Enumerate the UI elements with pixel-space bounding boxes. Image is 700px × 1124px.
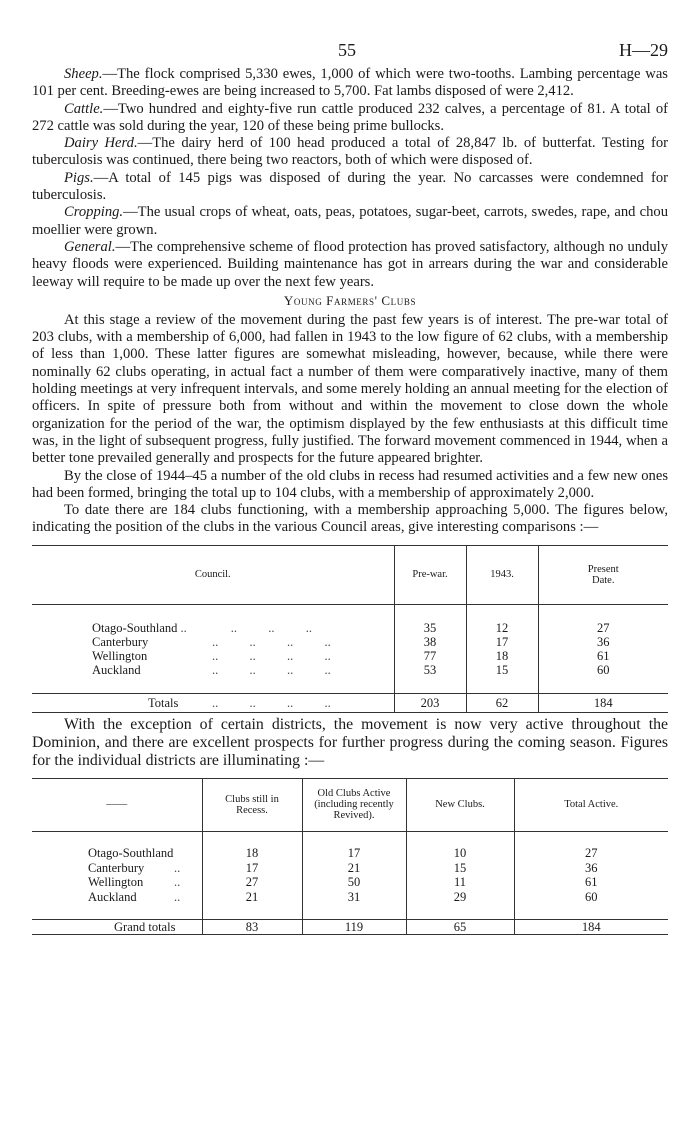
document-reference: H—29: [619, 40, 668, 60]
cell-new-clubs: 15: [406, 861, 514, 876]
column-header-new-clubs: New Clubs.: [406, 778, 514, 831]
paragraph-close-1944: By the close of 1944–45 a number of the old clubs in recess had resumed activities and a few new ones had been formed, bringing the total up to 104 clubs, with a membership of approximately 2,000.: [32, 467, 668, 501]
grand-totals-label: Grand totals: [32, 919, 202, 935]
total-old-clubs: 119: [302, 919, 406, 935]
leader-dots: .. .. .. ..: [212, 662, 331, 677]
cell-present: 60: [538, 663, 668, 677]
text-cattle: —Two hundred and eighty-five run cattle produced 232 calves, a percentage of 81. A total of 272 cattle was sold during the year, 120 of these being prime bullocks.: [32, 100, 668, 134]
leader-dots: .. .. .. ..: [212, 648, 331, 663]
row-name: Canterbury: [92, 634, 149, 649]
cell-total-active: 36: [514, 861, 668, 876]
total-present: 184: [538, 693, 668, 712]
leader-dots: .. .. ..: [230, 620, 313, 635]
cell-old-clubs: 17: [302, 846, 406, 861]
row-name: Totals: [148, 695, 179, 710]
text-sheep: —The flock comprised 5,330 ewes, 1,000 of which were two-tooths. Lambing percentage was 101 per cent. Breeding-ewes are being increased to 5,700. Fat lambs disposed of were 2,412.: [32, 66, 668, 100]
total-new-clubs: 65: [406, 919, 514, 935]
row-label: [32, 846, 202, 861]
table-row: [32, 663, 668, 677]
cell-new-clubs: 10: [406, 846, 514, 861]
totals-label: [32, 693, 394, 712]
text-dairy: —The dairy herd of 100 head produced a total of 28,847 lb. of butterfat. Testing for tuberculosis was continued, there being two reactors, both of which were disposed of.: [32, 135, 668, 169]
column-header-prewar: Pre-war.: [394, 545, 466, 604]
row-name: Otago-Southland: [88, 846, 174, 861]
totals-row: [32, 693, 668, 712]
district-figures-table: [32, 778, 668, 936]
row-label: [32, 621, 394, 635]
table-header-row: [32, 778, 668, 831]
cell-new-clubs: 11: [406, 875, 514, 890]
lead-cattle: Cattle.: [64, 100, 104, 117]
paragraph-to-date: To date there are 184 clubs functioning, with a membership approaching 5,000. The figures below, indicating the position of the clubs in the various Council areas, give interesting comparisons :—: [32, 502, 668, 536]
total-prewar: 203: [394, 693, 466, 712]
table-row: [32, 861, 668, 876]
row-label: [32, 663, 394, 677]
paragraph-pigs: [32, 170, 668, 205]
cell-recess: 17: [202, 861, 302, 876]
paragraph-dairy: [32, 135, 668, 170]
table-row: [32, 649, 668, 663]
total-1943: 62: [466, 693, 538, 712]
column-header-total-active: Total Active.: [514, 778, 668, 831]
text-cropping: —The usual crops of wheat, oats, peas, potatoes, sugar-beet, carrots, swedes, rape, and chou moellier were grown.: [32, 204, 668, 238]
leader-dots: ..: [174, 889, 181, 904]
row-name: Auckland: [92, 662, 141, 677]
lead-general: General.: [64, 238, 116, 255]
text-pigs: —A total of 145 pigs was disposed of during the year. No carcasses were condemned for tuberculosis.: [32, 169, 668, 204]
column-header-1943: 1943.: [466, 545, 538, 604]
table-row: [32, 635, 668, 649]
cell-total-active: 60: [514, 890, 668, 905]
cell-prewar: 38: [394, 635, 466, 649]
cell-present: 61: [538, 649, 668, 663]
row-label: [32, 635, 394, 649]
cell-old-clubs: 21: [302, 861, 406, 876]
row-label: [32, 861, 202, 876]
paragraph-cropping: [32, 204, 668, 239]
cell-recess: 18: [202, 846, 302, 861]
row-label: [32, 875, 202, 890]
cell-present: 27: [538, 621, 668, 635]
page-body: [32, 66, 668, 935]
cell-total-active: 61: [514, 875, 668, 890]
cell-1943: 17: [466, 635, 538, 649]
page-number: 55: [338, 40, 356, 60]
cell-new-clubs: 29: [406, 890, 514, 905]
table-row: [32, 846, 668, 861]
cell-recess: 27: [202, 875, 302, 890]
row-name: Wellington: [88, 875, 144, 890]
column-header-council: Council.: [32, 545, 394, 604]
leader-dots: ..: [180, 620, 187, 635]
lead-cropping: Cropping.: [64, 204, 124, 221]
cell-present: 36: [538, 635, 668, 649]
paragraph-cattle: [32, 101, 668, 136]
paragraph-sheep: [32, 66, 668, 101]
row-name: Canterbury: [88, 860, 145, 875]
column-header-present-date: Present Date.: [538, 545, 668, 604]
grand-totals-row: [32, 919, 668, 935]
cell-prewar: 35: [394, 621, 466, 635]
cell-old-clubs: 31: [302, 890, 406, 905]
column-header-district: ——: [32, 778, 202, 831]
cell-prewar: 77: [394, 649, 466, 663]
cell-old-clubs: 50: [302, 875, 406, 890]
row-name: Auckland: [88, 889, 137, 904]
cell-total-active: 27: [514, 846, 668, 861]
table-header-row: [32, 545, 668, 604]
column-header-recess: Clubs still in Recess.: [202, 778, 302, 831]
cell-1943: 15: [466, 663, 538, 677]
paragraph-exception: With the exception of certain districts, the movement is now very active throughout the Dominion, and there are excellent prospects for further progress during the coming season. Figures for the individual districts are illuminating :—: [32, 715, 668, 769]
leader-dots: .. .. .. ..: [212, 634, 331, 649]
leader-dots: ..: [174, 860, 181, 875]
row-name: Otago-Southland: [92, 620, 178, 635]
paragraph-general: [32, 239, 668, 291]
table-row: [32, 890, 668, 905]
cell-1943: 18: [466, 649, 538, 663]
total-active: 184: [514, 919, 668, 935]
lead-pigs: Pigs.: [64, 169, 94, 186]
row-name: Wellington: [92, 648, 148, 663]
row-label: [32, 890, 202, 905]
section-title: Young Farmers' Clubs: [283, 292, 417, 308]
table-row: [32, 875, 668, 890]
cell-recess: 21: [202, 890, 302, 905]
text-general: —The comprehensive scheme of flood protection has proved satisfactory, although no unduly heavy floods were experienced. Building maintenance has got in arrears during the war and considerable leeway will require to be made up over the next few years.: [32, 238, 668, 290]
council-comparison-table: [32, 545, 668, 713]
table-row: [32, 621, 668, 635]
total-recess: 83: [202, 919, 302, 935]
paragraph-review: At this stage a review of the movement during the past few years is of interest. The pre-war total of 203 clubs, with a membership of 6,000, had fallen in 1943 to the low figure of 62 clubs, with a membership of less than 1,000. These latter figures are somewhat misleading, however, because, while there were nominally 62 clubs operating, in actual fact a number of them were comparatively inactive, many of them holding meetings at very infrequent intervals, and some merely holding an annual meeting for the election of officers. In spite of pressure both from without and within the movement to close down the whole organization for the period of the war, the optimism displayed by the few enthusiasts at this difficult time was, in the light of subsequent progress, fully justified. The forward movement commenced in 1944, when a better tone prevailed generally and prospects for the future appeared brighter.: [32, 311, 668, 467]
row-label: [32, 649, 394, 663]
cell-1943: 12: [466, 621, 538, 635]
leader-dots: .. .. .. ..: [212, 695, 331, 710]
lead-dairy: Dairy Herd.: [64, 135, 138, 152]
column-header-old-clubs: Old Clubs Active (including recently Revived).: [302, 778, 406, 831]
lead-sheep: Sheep.: [64, 66, 103, 82]
leader-dots: ..: [174, 875, 181, 890]
cell-prewar: 53: [394, 663, 466, 677]
